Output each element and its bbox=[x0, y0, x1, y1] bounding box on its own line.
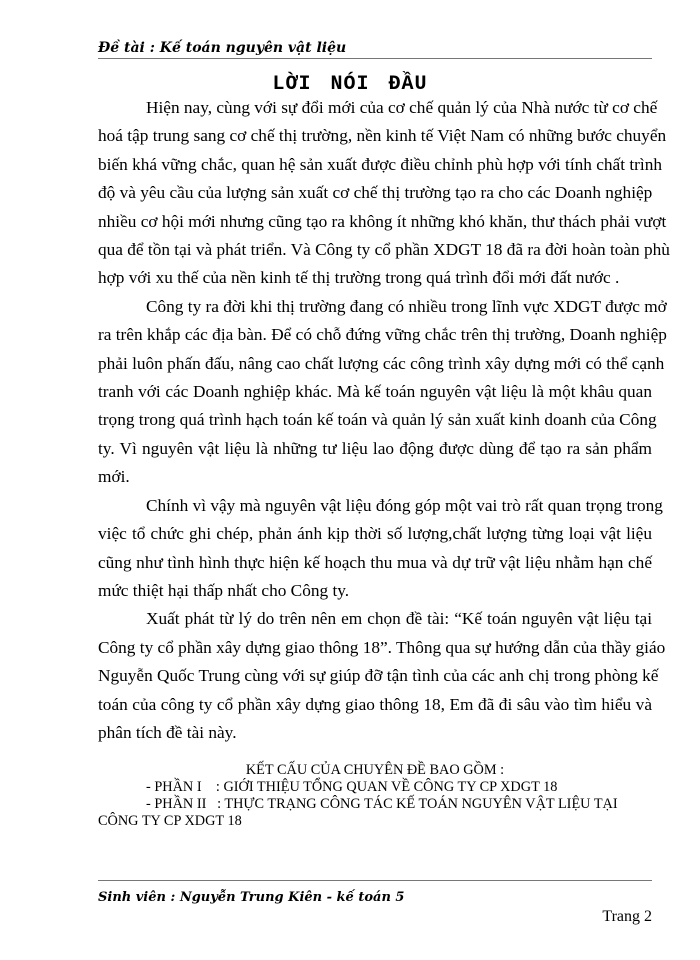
paragraph-line: Hiện nay, cùng với sự đổi mới của cơ chế quản lý của Nhà nước từ cơ chế bbox=[146, 98, 658, 117]
paragraph-line: hoá tập trung sang cơ chế thị trường, nền kinh tế Việt Nam có những bước chuyển bbox=[98, 126, 667, 146]
paragraph-line: toán của công ty cổ phần xây dựng giao thông 18, Em đã đi sâu vào tìm hiểu và bbox=[98, 694, 652, 714]
body-text bbox=[98, 94, 670, 747]
paragraph-line: Công ty cổ phần xây dựng giao thông 18”. Thông qua sự hướng dẫn của thầy giáo bbox=[98, 637, 666, 657]
paragraph-line: Xuất phát từ lý do trên nên em chọn đề tài: “Kế toán nguyên vật liệu tại bbox=[146, 609, 652, 629]
paragraph-line: trọng trong quá trình hạch toán kế toán và quản lý sản xuất kinh doanh của Công bbox=[98, 410, 657, 430]
structure-section bbox=[98, 762, 652, 830]
paragraph-line: biến khá vững chắc, quan hệ sản xuất được điều chỉnh phù hợp với tính chất trình bbox=[98, 154, 662, 174]
paragraph-line: mới. bbox=[98, 467, 130, 487]
paragraph-line: Chính vì vậy mà nguyên vật liệu đóng góp một vai trò rất quan trọng trong bbox=[146, 495, 663, 515]
page-number: Trang 2 bbox=[602, 908, 652, 925]
paragraph-line: mức thiệt hại thấp nhất cho Công ty. bbox=[98, 580, 350, 600]
paragraph-line: tranh với các Doanh nghiệp khác. Mà kế toán nguyên vật liệu là một khâu quan bbox=[98, 382, 652, 402]
paragraph-line: Công ty ra đời khi thị trường đang có nhiều trong lĩnh vực XDGT được mở bbox=[146, 296, 667, 316]
paragraph-line: ty. Vì nguyên vật liệu là những tư liệu lao động được dùng để tạo ra sản phẩm bbox=[98, 438, 652, 458]
paragraph-line: cũng như tình hình thực hiện kế hoạch thu mua và dự trữ vật liệu nhằm hạn chế bbox=[98, 552, 652, 572]
paragraph-line: qua để tồn tại và phát triển. Và Công ty cổ phần XDGT 18 đã ra đời hoàn toàn phù bbox=[98, 240, 670, 260]
paragraph bbox=[98, 293, 667, 492]
header-rule bbox=[98, 58, 652, 59]
paragraph-line: phân tích đề tài này. bbox=[98, 722, 237, 742]
structure-heading: KẾT CẤU CỦA CHUYÊN ĐỀ BAO GỒM : bbox=[245, 762, 505, 778]
paragraph bbox=[98, 492, 663, 606]
paragraph-line: hợp với xu thế của nền kinh tế thị trường trong quá trình đổi mới đất nước . bbox=[98, 268, 620, 288]
page-title: LỜI NÓI ĐẦU bbox=[272, 73, 428, 96]
paragraph-line: phải luôn phấn đấu, nâng cao chất lượng các công trình xây dựng mới có thể cạnh bbox=[98, 353, 665, 373]
footer-rule bbox=[98, 880, 652, 881]
page-header: Đề tài : Kế toán nguyên vật liệu bbox=[98, 40, 347, 56]
paragraph-line: nhiều cơ hội mới nhưng cũng tạo ra không ít những khó khăn, thư thách phải vượt bbox=[98, 211, 667, 231]
paragraph bbox=[98, 94, 670, 293]
structure-part-2-cont: CÔNG TY CP XDGT 18 bbox=[98, 813, 242, 829]
paragraph-line: việc tổ chức ghi chép, phản ánh kịp thời số lượng,chất lượng từng loại vật liệu bbox=[98, 524, 652, 544]
page-footer: Sinh viên : Nguyễn Trung Kiên - kế toán 5 bbox=[98, 890, 405, 905]
structure-part-2: - PHẦN II : THỰC TRẠNG CÔNG TÁC KẾ TOÁN NGUYÊN VẬT LIỆU TẠI bbox=[146, 796, 618, 812]
structure-part-1: - PHẦN I : GIỚI THIỆU TỔNG QUAN VỀ CÔNG TY CP XDGT 18 bbox=[146, 779, 558, 795]
paragraph-line: độ và yêu cầu của lượng sản xuất cơ chế thị trường tạo ra cho các Doanh nghiệp bbox=[98, 183, 653, 203]
paragraph-line: Nguyễn Quốc Trung cùng với sự giúp đỡ tận tình của các anh chị trong phòng kế bbox=[98, 666, 659, 686]
paragraph-line: ra trên khắp các địa bàn. Để có chỗ đứng vững chắc trên thị trường, Doanh nghiệp bbox=[98, 325, 667, 345]
paragraph bbox=[98, 605, 666, 747]
